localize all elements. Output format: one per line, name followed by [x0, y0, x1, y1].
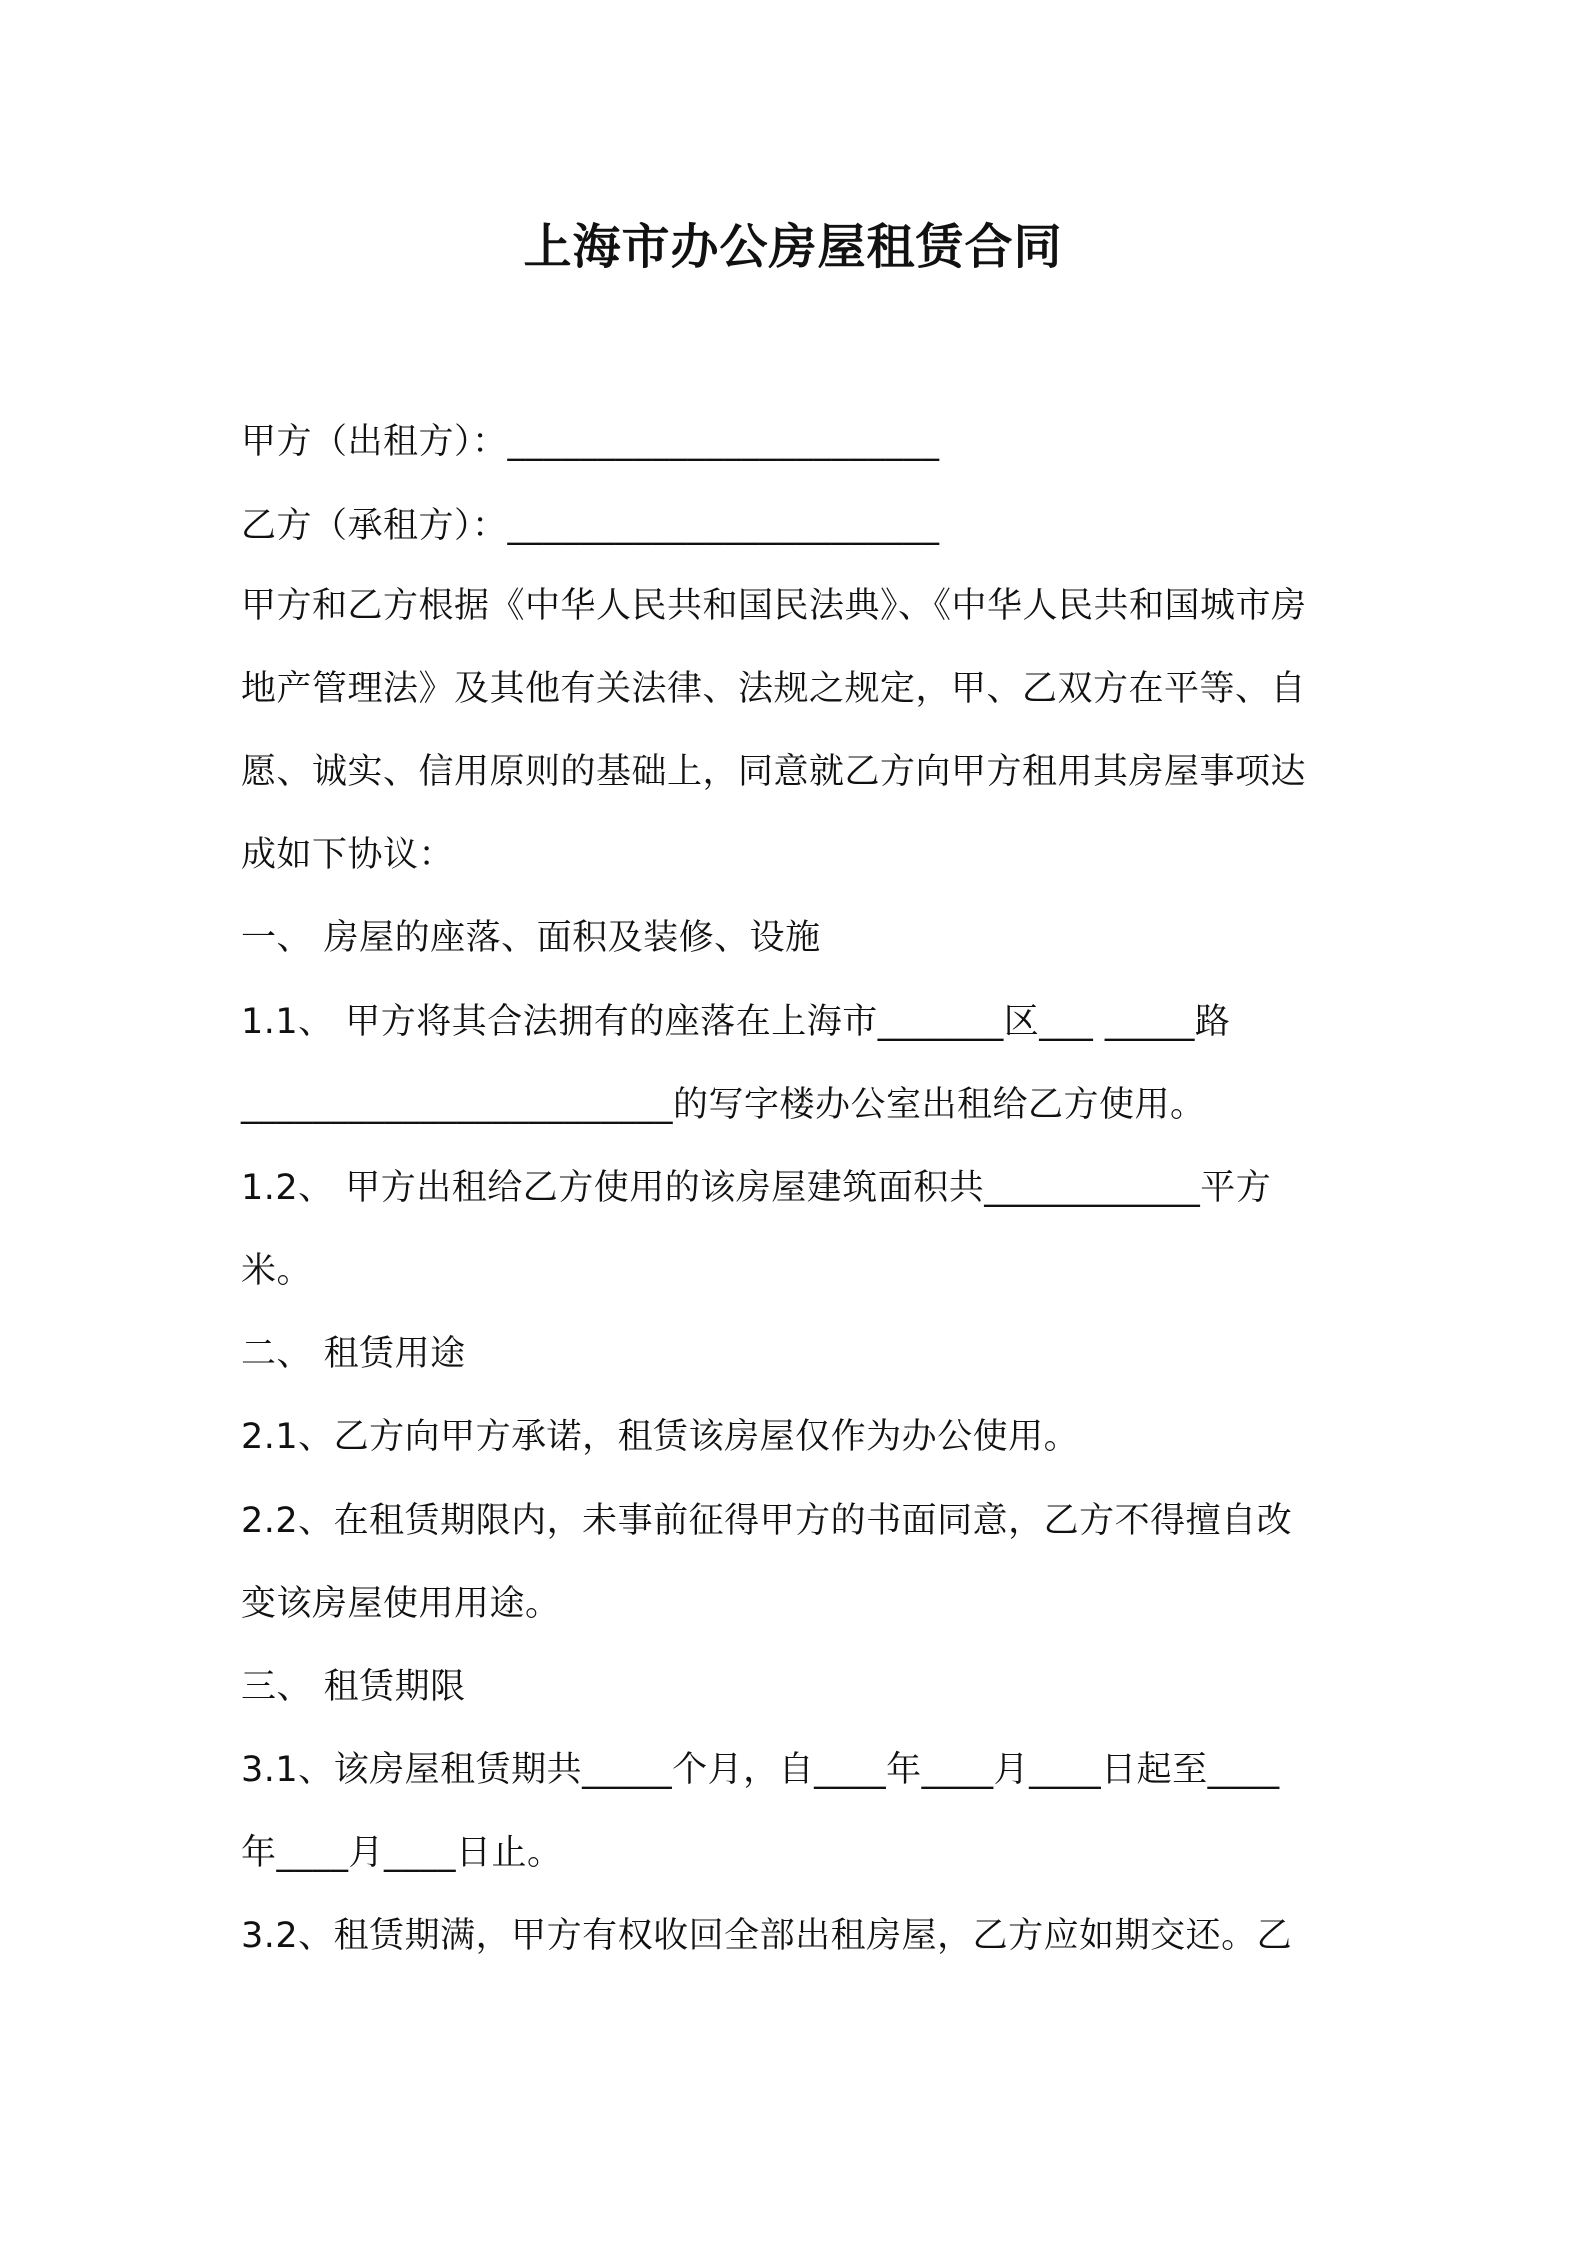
party-b-line: 乙方（承租方）：________________________: [241, 506, 940, 546]
clause-1-2-line-2: 米。: [241, 1251, 313, 1291]
clause-2-2-line-2: 变该房屋使用用途。: [241, 1584, 561, 1624]
preamble-line-4: 成如下协议：: [241, 835, 455, 875]
clause-3-1-line-1: 3.1、该房屋租赁期共_____个月，自____年____月____日起至____: [241, 1750, 1280, 1790]
clause-1-2-line-1: 1.2、 甲方出租给乙方使用的该房屋建筑面积共____________平方: [241, 1168, 1272, 1208]
document-title: 上海市办公房屋租赁合同: [523, 219, 1063, 275]
clause-2-2-line-1: 2.2、在租赁期限内，未事前征得甲方的书面同意，乙方不得擅自改: [241, 1501, 1293, 1541]
preamble-line-2: 地产管理法》及其他有关法律、法规之规定，甲、乙双方在平等、自: [241, 669, 1307, 709]
clause-3-1-line-2: 年____月____日止。: [241, 1833, 563, 1873]
clause-1-1-line-1: 1.1、 甲方将其合法拥有的座落在上海市_______区___ _____路: [241, 1002, 1231, 1042]
clause-1-1-line-2: ________________________的写字楼办公室出租给乙方使用。: [241, 1085, 1206, 1125]
section-heading-3: 三、 租赁期限: [241, 1667, 466, 1707]
section-heading-1: 一、 房屋的座落、面积及装修、设施: [241, 918, 821, 958]
party-a-line: 甲方（出租方）：________________________: [241, 422, 940, 462]
clause-2-1-line-1: 2.1、乙方向甲方承诺，租赁该房屋仅作为办公使用。: [241, 1417, 1080, 1457]
clause-3-2-line-1: 3.2、租赁期满，甲方有权收回全部出租房屋，乙方应如期交还。乙: [241, 1916, 1293, 1956]
preamble-line-1: 甲方和乙方根据《中华人民共和国民法典》、《中华人民共和国城市房: [241, 586, 1307, 626]
preamble-line-3: 愿、诚实、信用原则的基础上，同意就乙方向甲方租用其房屋事项达: [241, 752, 1307, 792]
section-heading-2: 二、 租赁用途: [241, 1334, 466, 1374]
